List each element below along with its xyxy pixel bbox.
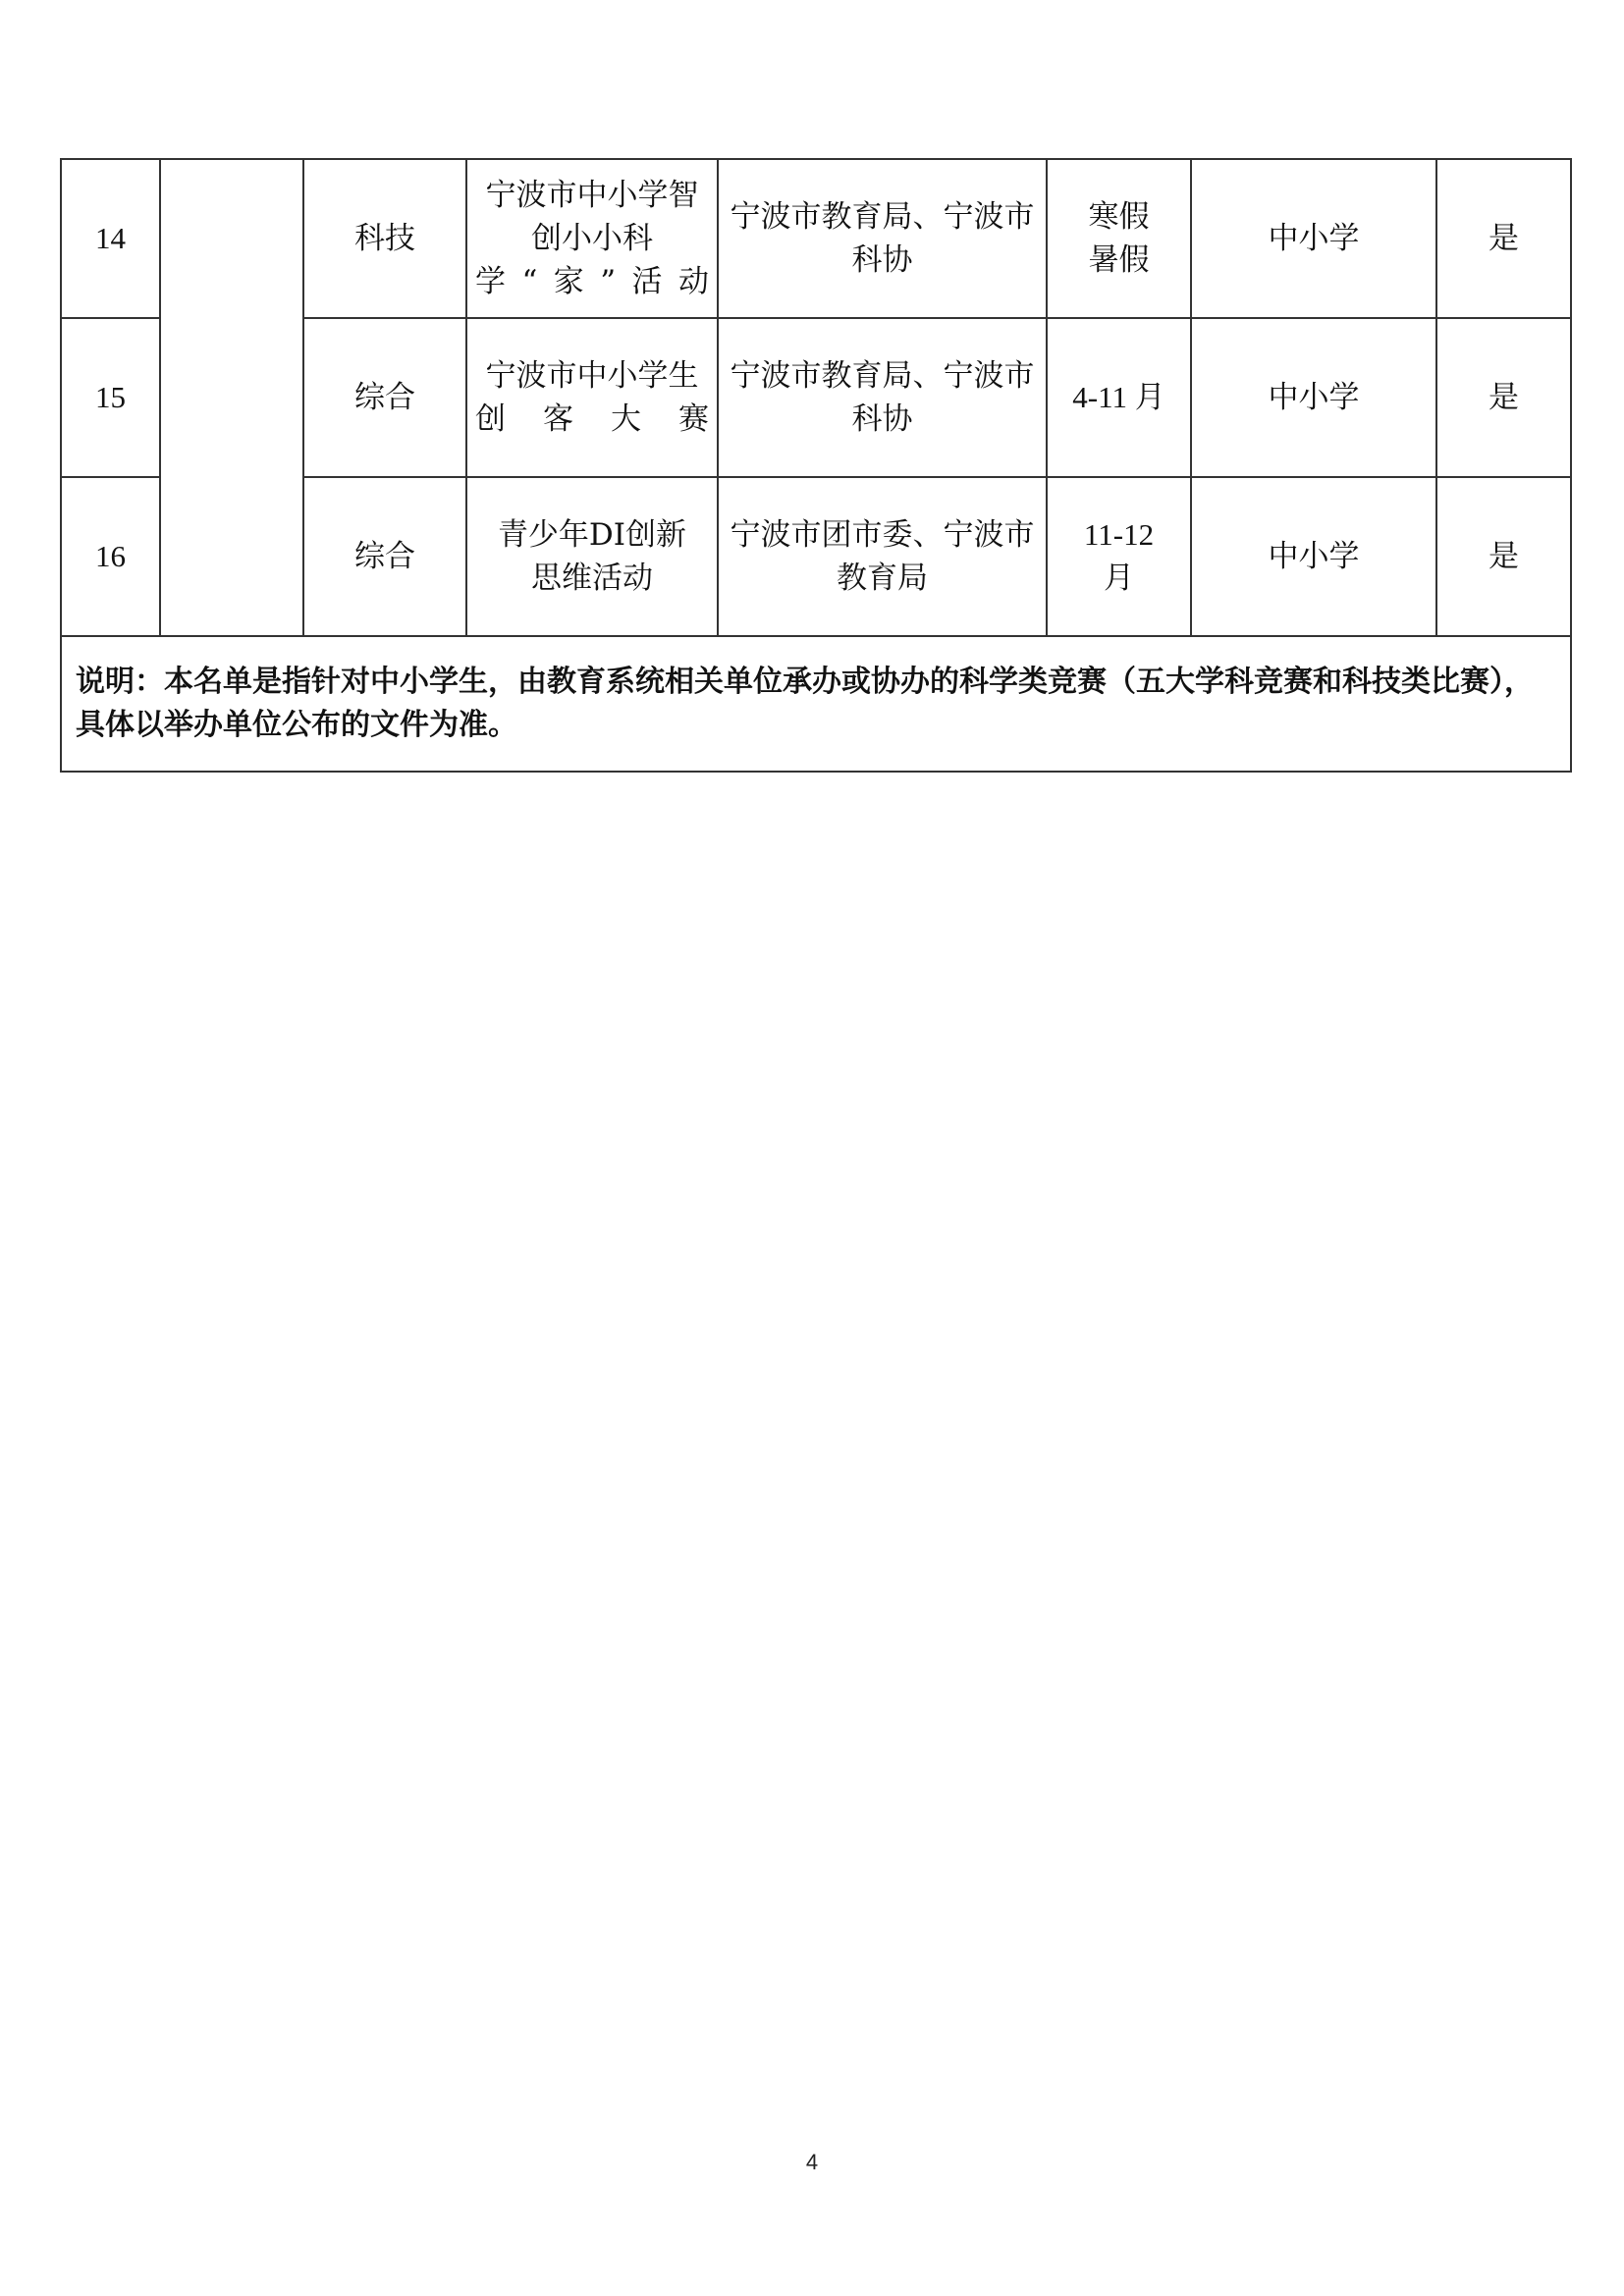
category-cell: 综合 (303, 477, 466, 636)
merged-group-cell (160, 159, 303, 636)
time-cell: 4-11 月 (1047, 318, 1191, 477)
category-cell: 综合 (303, 318, 466, 477)
table-row (61, 159, 1571, 318)
organizer-cell: 宁波市教育局、宁波市科协 (718, 318, 1047, 477)
competition-name-cell: 宁波市中小学智创小小科学“家”活动 (466, 159, 718, 318)
level-cell: 中小学 (1191, 318, 1436, 477)
row-number: 14 (61, 159, 160, 318)
time-cell: 寒假暑假 (1047, 159, 1191, 318)
organizer-cell: 宁波市教育局、宁波市科协 (718, 159, 1047, 318)
organizer-cell: 宁波市团市委、宁波市教育局 (718, 477, 1047, 636)
row-number: 16 (61, 477, 160, 636)
page-number: 4 (805, 2150, 819, 2174)
flag-cell: 是 (1436, 318, 1571, 477)
note-row (61, 636, 1571, 772)
competition-table (60, 158, 1572, 773)
time-cell: 11-12月 (1047, 477, 1191, 636)
competition-name-cell: 宁波市中小学生创客大赛 (466, 318, 718, 477)
note-text: 说明：本名单是指针对中小学生，由教育系统相关单位承办或协办的科学类竞赛（五大学科竞赛和科技类比赛），具体以举办单位公布的文件为准。 (61, 636, 1571, 772)
flag-cell: 是 (1436, 477, 1571, 636)
row-number: 15 (61, 318, 160, 477)
category-cell: 科技 (303, 159, 466, 318)
level-cell: 中小学 (1191, 159, 1436, 318)
flag-cell: 是 (1436, 159, 1571, 318)
competition-name-cell: 青少年DI创新思维活动 (466, 477, 718, 636)
level-cell: 中小学 (1191, 477, 1436, 636)
